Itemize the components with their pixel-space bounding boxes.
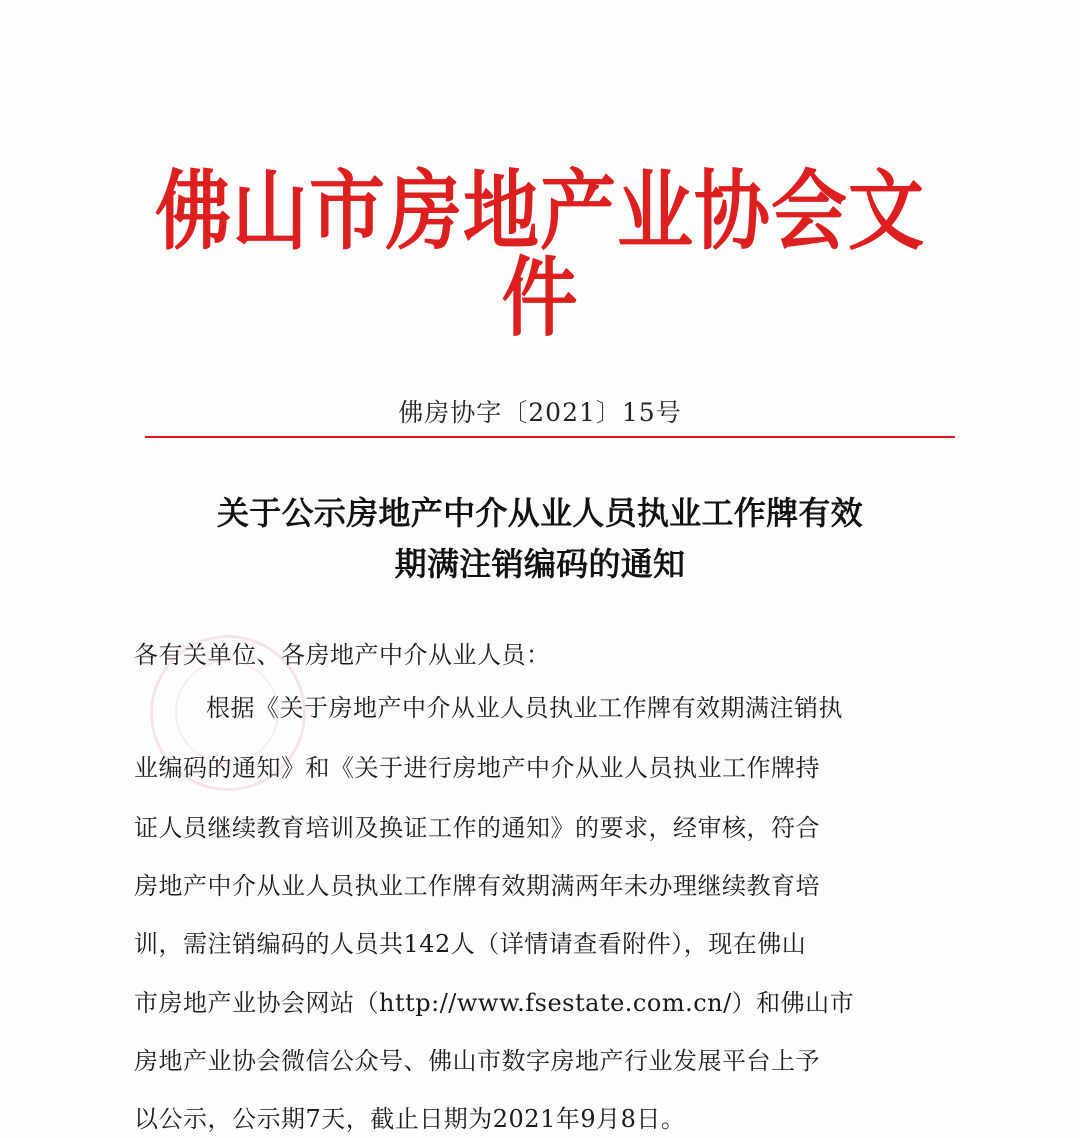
body-line-4: 房地产中介从业人员执业工作牌有效期满两年未办理继续教育培 [134,872,820,900]
body-line-3: 证人员继续教育培训及换证工作的通知》的要求，经审核，符合 [134,814,820,842]
body-line-5: 训，需注销编码的人员共142人（详情请查看附件），现在佛山 [134,930,807,958]
notice-title-line-2: 期满注销编码的通知 [394,545,686,583]
masthead-divider [145,436,955,438]
document-number: 佛房协字〔2021〕15号 [398,398,682,427]
body-line-1: 根据《关于房地产中介从业人员执业工作牌有效期满注销执 [206,694,843,722]
body-line-8: 以公示，公示期7天，截止日期为2021年9月8日。 [134,1105,686,1133]
notice-title-line-1: 关于公示房地产中介从业人员执业工作牌有效 [216,494,863,532]
body-line-7: 房地产业协会微信公众号、佛山市数字房地产行业发展平台上予 [134,1047,820,1075]
recipient-salutation: 各有关单位、各房地产中介从业人员： [134,641,551,669]
body-line-6: 市房地产业协会网站（http://www.fsestate.com.cn/）和佛山市 [134,989,855,1017]
body-line-2: 业编码的通知》和《关于进行房地产中介从业人员执业工作牌持 [134,754,820,782]
notice-title [120,488,960,590]
document-masthead: 佛山市房地产业协会文件 [155,160,925,349]
